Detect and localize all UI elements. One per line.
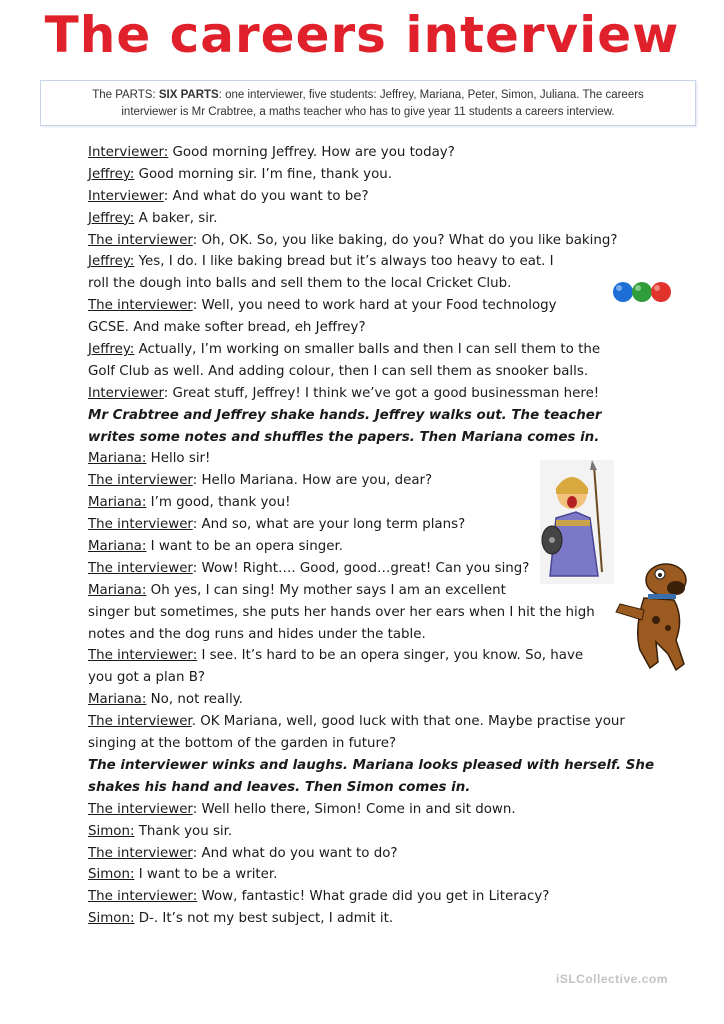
dialogue-line bbox=[88, 208, 648, 230]
green-ball bbox=[632, 282, 652, 302]
speaker-name: The interviewer: bbox=[88, 648, 198, 664]
line-text: notes and the dog runs and hides under the table. bbox=[88, 626, 426, 642]
line-text: : Wow! Right…. Good, good…great! Can you sing? bbox=[192, 560, 530, 576]
line-text: D-. It’s not my best subject, I admit it. bbox=[134, 911, 394, 927]
speaker-name: Jeffrey: bbox=[88, 254, 135, 270]
line-text: No, not really. bbox=[146, 692, 243, 708]
line-text: you got a plan B? bbox=[88, 670, 205, 686]
line-text: I want to be an opera singer. bbox=[146, 539, 344, 555]
speaker-name: The interviewer: bbox=[88, 889, 198, 905]
line-text: Oh yes, I can sing! My mother says I am an excellent bbox=[146, 582, 506, 598]
speaker-name: The interviewer bbox=[88, 714, 192, 730]
speaker-name: Interviewer: bbox=[88, 145, 169, 160]
line-text: Good morning Jeffrey. How are you today? bbox=[168, 145, 455, 160]
parts-line-1 bbox=[41, 87, 695, 104]
dialogue-line bbox=[88, 230, 648, 252]
dialogue-line bbox=[88, 886, 648, 908]
speaker-name: The interviewer bbox=[88, 801, 193, 817]
speaker-name: The interviewer bbox=[88, 845, 193, 861]
speaker-name: Jeffrey: bbox=[88, 210, 135, 226]
dialogue-line bbox=[88, 799, 648, 821]
line-text: roll the dough into balls and sell them to the local Cricket Club. bbox=[88, 276, 512, 292]
speaker-name: Interviewer bbox=[88, 188, 164, 204]
line-text: A baker, sir. bbox=[134, 210, 218, 226]
line-text: : Well hello there, Simon! Come in and sit down. bbox=[192, 801, 516, 817]
speaker-name: Jeffrey: bbox=[88, 166, 135, 182]
stage-direction: Mr Crabtree and Jeffrey shake hands. Jeffrey walks out. The teacher bbox=[88, 407, 602, 423]
page-title: The careers interview bbox=[44, 6, 680, 64]
speaker-name: The interviewer bbox=[88, 473, 193, 489]
line-text: I’m good, thank you! bbox=[146, 495, 291, 511]
balls-image bbox=[610, 278, 676, 306]
dialogue-line bbox=[88, 273, 648, 295]
parts-prefix: The PARTS: bbox=[92, 89, 159, 101]
speaker-name: The interviewer bbox=[88, 298, 193, 314]
speaker-name: Mariana: bbox=[88, 582, 147, 598]
dialogue-line bbox=[88, 908, 648, 930]
line-text: Good morning sir. I’m fine, thank you. bbox=[134, 166, 393, 182]
speaker-name: Mariana: bbox=[88, 539, 147, 555]
line-text: Golf Club as well. And adding colour, then I can sell them as snooker balls. bbox=[88, 363, 589, 379]
line-text: : And what do you want to do? bbox=[192, 845, 398, 861]
dialogue-line bbox=[88, 186, 648, 208]
speaker-name: Simon: bbox=[88, 823, 135, 839]
parts-bold: SIX PARTS bbox=[158, 89, 219, 101]
dialogue-line bbox=[88, 339, 648, 361]
speaker-name: The interviewer bbox=[88, 232, 193, 248]
line-text: singing at the bottom of the garden in future? bbox=[88, 736, 397, 752]
dialogue-line bbox=[88, 821, 648, 843]
dialogue-line bbox=[88, 711, 648, 733]
speaker-name: The interviewer bbox=[88, 560, 193, 576]
line-text: : Oh, OK. So, you like baking, do you? What do you like baking? bbox=[192, 232, 618, 248]
stage-direction: writes some notes and shuffles the papers. Then Mariana comes in. bbox=[88, 429, 600, 445]
line-text: singer but sometimes, she puts her hands over her ears when I hit the high bbox=[88, 604, 595, 620]
line-text: Actually, I’m working on smaller balls and then I can sell them to the bbox=[134, 342, 601, 358]
dog-image bbox=[614, 558, 696, 676]
dialogue-line bbox=[88, 645, 648, 667]
line-text: Yes, I do. I like baking bread but it’s always too heavy to eat. I bbox=[134, 254, 554, 270]
line-text: GCSE. And make softer bread, eh Jeffrey? bbox=[88, 320, 366, 336]
line-text: I see. It’s hard to be an opera singer, you know. So, have bbox=[197, 648, 584, 664]
dialogue-line bbox=[88, 164, 648, 186]
line-text: Wow, fantastic! What grade did you get in Literacy? bbox=[197, 889, 550, 905]
dialogue-line bbox=[88, 689, 648, 711]
opera-singer-image bbox=[540, 460, 614, 584]
speaker-name: Mariana: bbox=[88, 451, 147, 467]
footer-watermark: iSLCollective.com bbox=[556, 972, 668, 986]
stage-direction: shakes his hand and leaves. Then Simon comes in. bbox=[88, 779, 471, 795]
dialogue-line bbox=[88, 667, 648, 689]
speaker-name: Jeffrey: bbox=[88, 342, 135, 358]
line-text: : And what do you want to be? bbox=[163, 188, 369, 204]
dialogue-line bbox=[88, 602, 648, 624]
dialogue-line bbox=[88, 843, 648, 865]
dialogue-line bbox=[88, 624, 648, 646]
dialogue-line bbox=[88, 733, 648, 755]
speaker-name: Mariana: bbox=[88, 692, 147, 708]
red-ball bbox=[651, 282, 671, 302]
dialogue-line bbox=[88, 142, 648, 164]
stage-direction: The interviewer winks and laughs. Mariana looks pleased with herself. She bbox=[88, 757, 655, 773]
parts-box bbox=[40, 80, 696, 126]
dialogue-line bbox=[88, 864, 648, 886]
speaker-name: Mariana: bbox=[88, 495, 147, 511]
line-text: : Hello Mariana. How are you, dear? bbox=[192, 473, 433, 489]
dialogue-line bbox=[88, 295, 648, 317]
speaker-name: Simon: bbox=[88, 867, 135, 883]
line-text: I want to be a writer. bbox=[134, 867, 278, 883]
speaker-name: The interviewer bbox=[88, 517, 193, 533]
blue-ball bbox=[613, 282, 633, 302]
speaker-name: Simon: bbox=[88, 911, 135, 927]
dialogue-line bbox=[88, 317, 648, 339]
line-text: . OK Mariana, well, good luck with that one. Maybe practise your bbox=[191, 714, 625, 730]
dialogue-line bbox=[88, 251, 648, 273]
line-text: : And so, what are your long term plans? bbox=[192, 517, 466, 533]
line-text: : Great stuff, Jeffrey! I think we’ve got a good businessman here! bbox=[163, 385, 600, 401]
parts-line-2: interviewer is Mr Crabtree, a maths teacher who has to give year 11 students a careers interview. bbox=[121, 106, 615, 118]
line-text: Thank you sir. bbox=[134, 823, 233, 839]
dialogue-line bbox=[88, 383, 648, 405]
speaker-name: Interviewer bbox=[88, 385, 164, 401]
line-text: : Well, you need to work hard at your Food technology bbox=[192, 298, 557, 314]
dialogue-line bbox=[88, 361, 648, 383]
line-text: Hello sir! bbox=[146, 451, 211, 467]
parts-rest: : one interviewer, five students: Jeffrey, Mariana, Peter, Simon, Juliana. The careers bbox=[218, 89, 644, 101]
